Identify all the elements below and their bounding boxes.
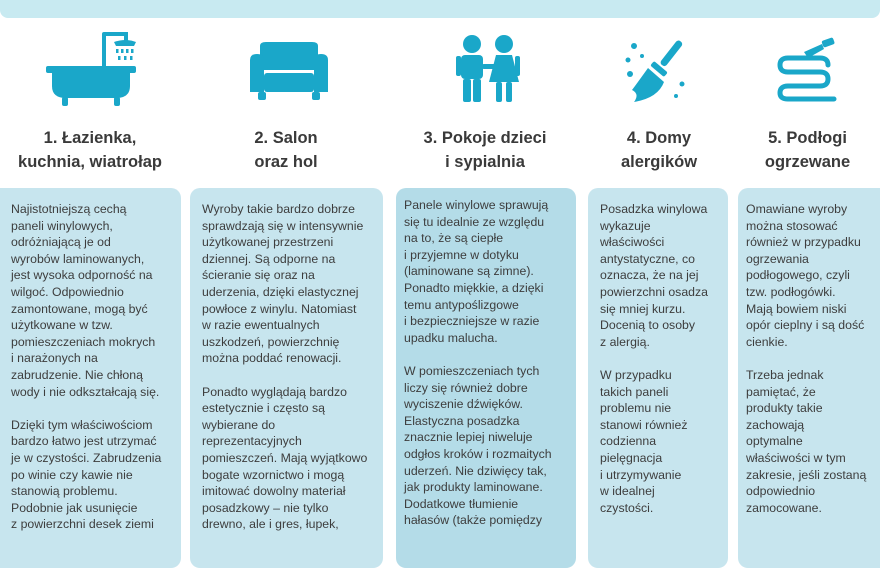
description-panel [738, 188, 880, 568]
column-title: 2. Salon oraz hol [254, 129, 318, 171]
panel-text [746, 201, 880, 516]
paragraph: Posadzka winylowa wykazuje właściwości antystatyczne, co oznacza, że na jej powierzchni osadza się mniej kurzu. Docenią to osoby z alergią. [600, 202, 709, 349]
description-panel [0, 188, 181, 568]
paragraph: Panele winylowe sprawują się tu idealnie ze względu na to, że są ciepłe i przyjemne w dotyku (laminowane są zimne). Ponadto miękkie, a dzięki temu antypoślizgowe i bezpieczniejsze w razie upadku malucha. [404, 198, 549, 345]
top-banner [0, 0, 880, 18]
paragraph: Najistotniejszą cechą paneli winylowych, odróżniającą je od wyrobów laminowanych, jest wysoka odporność na wilgoć. Odpowiednio zamontowane, mogą być użytkowane w tzw. pomieszczeniach mokrych i narażonych na zabrudzenie. Nie chłoną wody i nie odkształcają się. [11, 202, 160, 399]
paragraph: Omawiane wyroby można stosować również w przypadku ogrzewania podłogowego, czyli tzw. podłogówki. Mają bowiem niski opór cieplny i są dość cienkie. [746, 202, 865, 349]
broom-icon [624, 38, 692, 104]
column-title: 4. Domy alergików [620, 129, 698, 171]
paragraph: W pomieszczeniach tych liczy się również dobre wyciszenie dźwięków. Elastyczna posadzka znacznie lepiej niweluje odgłos kroków i rozmaitych uderzeń. Nie dziwięcy tak, jak produkty laminowane. Dodatkowe tłumienie hałasów (także pomiędzy [404, 363, 552, 528]
armchair-icon [250, 42, 328, 102]
description-panel [588, 188, 728, 568]
description-panel [396, 188, 576, 568]
panel-text [11, 201, 175, 533]
description-panel [190, 188, 383, 568]
column-title: 1. Łazienka, kuchnia, wiatrołap [18, 129, 162, 171]
bathtub-icon [46, 28, 136, 110]
column-title: 5. Podłogi ogrzewane [764, 129, 851, 171]
paragraph: Dzięki tym właściwościom bardzo łatwo jest utrzymać je w czystości. Zabrudzenia po winie czy kawie nie stanowią problemu. Podobnie jak usunięcie z powierzchni desek ziemi [11, 417, 162, 532]
paragraph: Trzeba jednak pamiętać, że produkty takie zachowają optymalne właściwości w tym zakresie, jeśli zostaną odpowiednio zamocowane. [746, 367, 867, 515]
paragraph: Ponadto wyglądają bardzo estetycznie i często są wybierane do reprezentacyjnych pomieszczeń. Mają wyjątkowo bogate wzornictwo i mogą imitować dowolny materiał posadzkowy – nie tylko drewno, ale i gres, łupek, [202, 384, 368, 532]
panel-text [202, 201, 377, 533]
panel-text [404, 197, 570, 529]
column-title: 3. Pokoje dzieci i sypialnia [423, 129, 547, 171]
panel-text [600, 201, 724, 516]
heating-coil-icon [774, 36, 842, 102]
paragraph: W przypadku takich paneli problemu nie stanowi również codzienna pielęgnacja i utrzymywanie w idealnej czystości. [600, 367, 688, 515]
paragraph: Wyroby takie bardzo dobrze sprawdzają się w intensywnie użytkowanej przestrzeni dziennej. Są odporne na ścieranie się oraz na uderzenia, dzięki elastycznej powłoce z winylu. Natomiast w razie ewentualnych uszkodzeń, powierzchnię można poddać renowacji. [202, 202, 364, 366]
children-icon [452, 34, 524, 104]
